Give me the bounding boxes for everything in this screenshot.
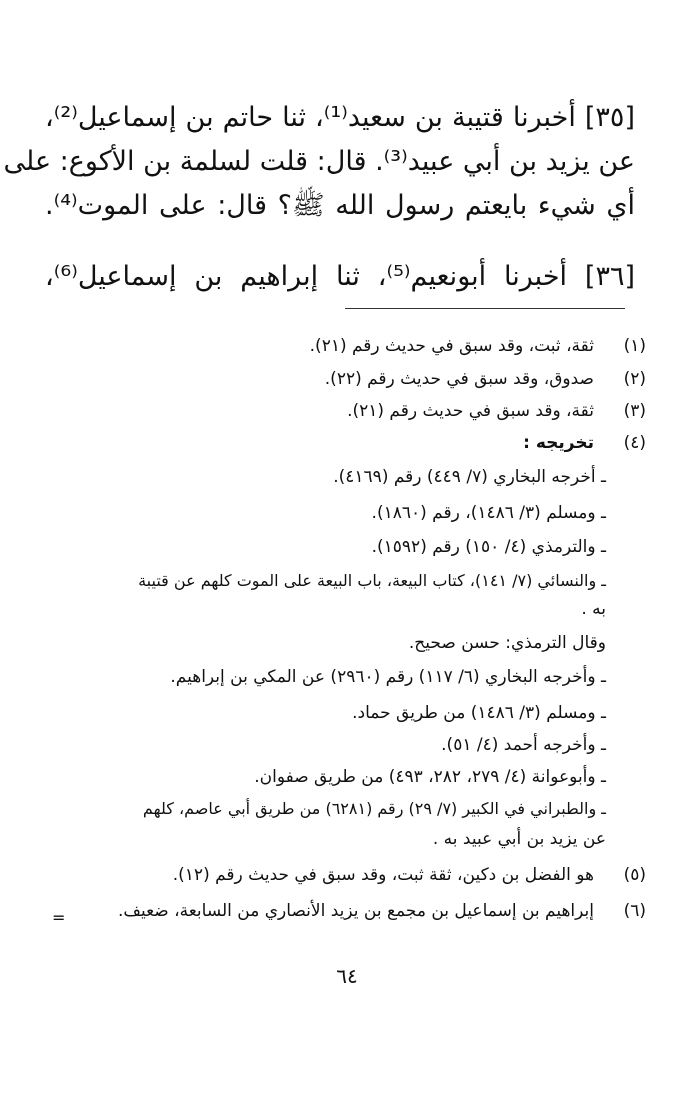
footnote-number: (١) — [623, 336, 646, 356]
main-line-1: [٣٥] أخبرنا قتيبة بن سعيد⁽¹⁾، ثنا حاتم بن إسماعيل⁽²⁾، — [45, 102, 635, 133]
source-line: به . — [581, 599, 606, 619]
footnote-text: هو الفضل بن دكين، ثقة ثبت، وقد سبق في حديث رقم (١٢). — [172, 865, 594, 885]
continuation-mark: = — [52, 908, 66, 927]
footnote-text: ثقة، ثبت، وقد سبق في حديث رقم (٢١). — [309, 336, 594, 356]
footnote-number: (٣) — [623, 401, 646, 421]
footnote-number: (٦) — [623, 901, 646, 921]
source-line: ـ والنسائي (٧/ ١٤١)، كتاب البيعة، باب البيعة على الموت كلهم عن قتيبة — [138, 571, 606, 590]
source-line: ـ أخرجه البخاري (٧/ ٤٤٩) رقم (٤١٦٩). — [333, 467, 606, 487]
main-line-4: [٣٦] أخبرنا أبونعيم⁽⁵⁾، ثنا إبراهيم بن إسماعيل⁽⁶⁾، — [45, 261, 635, 292]
footnote-number: (٢) — [623, 369, 646, 389]
source-line: ـ ومسلم (٣/ ١٤٨٦)، رقم (١٨٦٠). — [371, 503, 606, 523]
main-line-2: عن يزيد بن أبي عبيد⁽³⁾. قال: قلت لسلمة بن الأكوع: على — [3, 146, 635, 177]
footnote-text: تخريجه : — [523, 433, 594, 453]
page-number: ٦٤ — [336, 964, 358, 988]
footnote-separator — [345, 308, 625, 309]
footnote-number: (٥) — [623, 865, 646, 885]
footnote-text: صدوق، وقد سبق في حديث رقم (٢٢). — [324, 369, 594, 389]
source-line: ـ وأخرجه البخاري (٦/ ١١٧) رقم (٢٩٦٠) عن المكي بن إبراهيم. — [170, 667, 606, 687]
footnote-text: ثقة، وقد سبق في حديث رقم (٢١). — [347, 401, 594, 421]
main-line-3: أي شيء بايعتم رسول الله ﷺ؟ قال: على الموت⁽⁴⁾. — [45, 190, 635, 221]
footnote-text: إبراهيم بن إسماعيل بن مجمع بن يزيد الأنصاري من السابعة، ضعيف. — [117, 901, 594, 921]
main-text — [3, 96, 635, 228]
main-text-2 — [45, 255, 635, 299]
source-line: ـ والترمذي (٤/ ١٥٠) رقم (١٥٩٢). — [371, 537, 606, 557]
source-line: ـ ومسلم (٣/ ١٤٨٦) من طريق حماد. — [352, 703, 606, 723]
source-line: وقال الترمذي: حسن صحيح. — [408, 633, 606, 653]
source-line: عن يزيد بن أبي عبيد به . — [432, 829, 606, 849]
footnote-number: (٤) — [623, 433, 646, 453]
source-line: ـ والطبراني في الكبير (٧/ ٢٩) رقم (٦٢٨١) من طريق أبي عاصم، كلهم — [142, 799, 606, 818]
source-line: ـ وأخرجه أحمد (٤/ ٥١). — [441, 735, 606, 755]
source-line: ـ وأبوعوانة (٤/ ٢٧٩، ٢٨٢، ٤٩٣) من طريق صفوان. — [254, 767, 606, 787]
